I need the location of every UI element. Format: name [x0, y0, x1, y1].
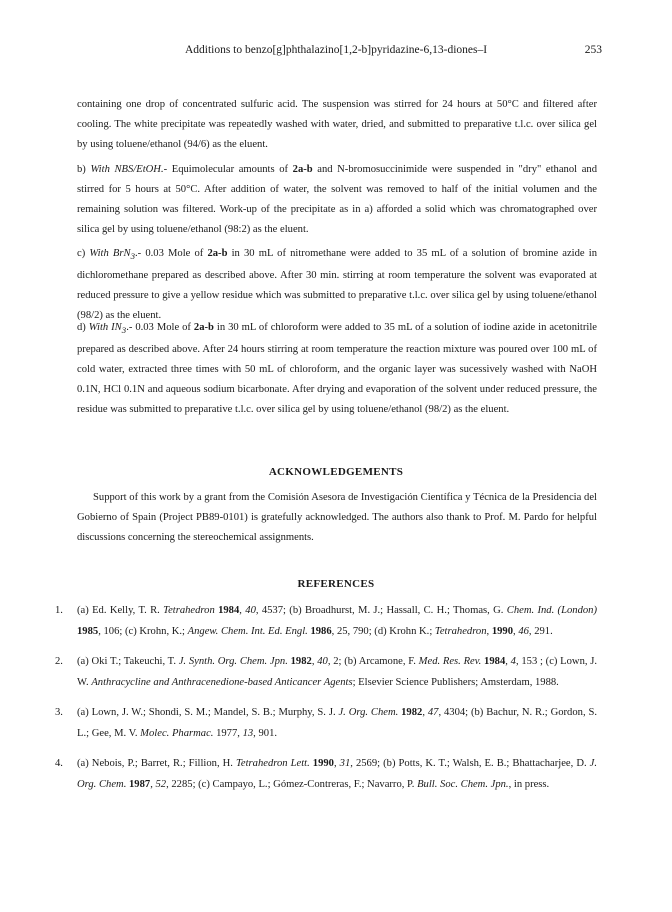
page-number: 253 — [584, 44, 602, 56]
year: 1982 — [398, 707, 423, 718]
volume: 4 — [510, 656, 516, 667]
acknowledgements-text: Support of this work by a grant from the Comisión Asesora de Investigación Científica y Técnica de la Presidencia del Gobierno of Spain (Project PB89-0101) is gratefully acknowledged. The authors also thank to Prof. M. Pardo for helpful discussions concerning the stereochemical assignments. — [77, 492, 597, 543]
reference-list — [55, 600, 597, 804]
paragraph-b-nbs — [77, 160, 597, 240]
journal-name: Molec. Pharmac. — [140, 728, 214, 739]
volume: 40 — [317, 656, 328, 667]
item-label: c) — [77, 248, 90, 259]
text-run: in 30 mL of chloroform were added to 35 mL of a solution of iodine azide in acetonitrile prepared as described above. After 24 hours stirring at room temperature the reaction mixture was poured over 100 mL of cold water, extracted three times with 50 mL of chloroform, and the organic layer was sucessively washed with NaOH 0.1N, HCl 0.1N and aqueous sodium bicarbonate. After drying and evaporation of the solvent under reduced pressure, the residue was submitted to preparative t.l.c. over silica gel by using toluene/ethanol (98/2) as the eluent. — [77, 322, 597, 416]
text-run: , — [505, 656, 511, 667]
text-run: , — [422, 707, 428, 718]
text-run: , — [513, 626, 519, 637]
subscript: 3 — [130, 251, 136, 262]
acknowledgements-heading: ACKNOWLEDGEMENTS — [268, 466, 404, 478]
journal-name: J. Org. Chem. — [338, 707, 399, 718]
volume: 46 — [518, 626, 529, 637]
journal-name: Bull. Soc. Chem. Jpn. — [417, 779, 509, 790]
reference-number: 1. — [55, 605, 63, 616]
text-run: .- 0.03 Mole of — [135, 248, 208, 259]
journal-name: Med. Res. Rev. — [418, 656, 482, 667]
text-run: , in press. — [508, 779, 550, 790]
reference-number: 3. — [55, 707, 63, 718]
text-run: (a) Oki T.; Takeuchi, T. — [77, 656, 179, 667]
reference-number: 4. — [55, 758, 63, 769]
text-run: .- 0.03 Mole of — [126, 322, 194, 333]
year: 1990 — [491, 626, 514, 637]
volume: 52 — [155, 779, 167, 790]
text-run: and N-bromosuccinimide were suspended in "dry" ethanol and stirred for 5 hours at 50°C. After addition of water, the solvent was removed to half of the initial volumen and the remaining solution was filtered. Work-up of the precipitate as in a) afforded a solid which was chromatographed over silica gel by using toluene/ethanol (98:2) as the eluent. — [77, 164, 597, 235]
text-run: , 153 ; (c) Lown, J. W. — [77, 656, 598, 688]
references-heading: REFERENCES — [297, 578, 375, 590]
subscript: 3 — [121, 325, 127, 336]
reference-item — [55, 651, 597, 693]
reference-number: 2. — [55, 656, 63, 667]
journal-name: Chem. Ind. (London) — [506, 605, 597, 616]
volume: 31 — [339, 758, 351, 769]
text-run: (a) Ed. Kelly, T. R. — [77, 605, 164, 616]
year: 1990 — [309, 758, 334, 769]
text-run: ; Elsevier Science Publishers; Amsterdam, 1988. — [352, 677, 559, 688]
reagent-label: With BrN — [89, 248, 131, 259]
year: 1984 — [481, 656, 506, 667]
volume: 47 — [427, 707, 439, 718]
text-run: , 106; (c) Krohn, K.; — [98, 626, 188, 637]
journal-name: Tetrahedron — [163, 605, 215, 616]
compound-ref: 2a-b — [207, 248, 228, 259]
journal-name: J. Synth. Org. Chem. Jpn. — [178, 656, 288, 667]
text-run: , — [486, 626, 492, 637]
journal-name: Angew. Chem. Int. Ed. Engl. — [187, 626, 308, 637]
text-run: , — [150, 779, 156, 790]
text-run: , 4304; (b) Bachur, N. R.; Gordon, S. L.; Gee, M. V. — [77, 707, 598, 739]
text-run: , 901. — [253, 728, 278, 739]
year: 1985 — [77, 626, 99, 637]
paragraph-d-in3 — [77, 318, 597, 420]
text-run: (a) Lown, J. W.; Shondi, S. M.; Mandel, S. B.; Murphy, S. J. — [77, 707, 339, 718]
reference-item — [55, 600, 597, 642]
year: 1984 — [214, 605, 240, 616]
running-header — [0, 44, 672, 60]
text-run: , 2; (b) Arcamone, F. — [327, 656, 419, 667]
text-run: 1977, — [213, 728, 243, 739]
text-run: , — [333, 758, 340, 769]
journal-name: Tetrahedron — [434, 626, 487, 637]
journal-name: Tetrahedron Lett. — [235, 758, 310, 769]
year: 1987 — [126, 779, 151, 790]
text-run: , 25, 790; (d) Krohn K.; — [331, 626, 435, 637]
text-run: , — [239, 605, 246, 616]
text-run: in 30 mL of nitromethane were added to 35 mL of a solution of bromine azide in dichloromethane prepared as described above. After 30 min. stirring at room temperature the solvent was evaporated at reduced pressure to give a yellow residue which was submitted to preparative t.l.c. over silica gel by using toluene/ethanol (98/2) as the eluent. — [77, 248, 597, 322]
reference-item — [55, 753, 597, 795]
text-run: , 291. — [528, 626, 553, 637]
compound-ref: 2a-b — [292, 164, 313, 175]
book-title: Anthracycline and Anthracenedione-based Anticancer Agents — [91, 677, 353, 688]
compound-ref: 2a-b — [193, 322, 214, 333]
volume: 40 — [245, 605, 256, 616]
year: 1982 — [287, 656, 312, 667]
text-run: (a) Nebois, P.; Barret, R.; Fillion, H. — [77, 758, 236, 769]
text-run: , 2569; (b) Potts, K. T.; Walsh, E. B.; Bhattacharjee, D. — [350, 758, 590, 769]
reference-item — [55, 702, 597, 744]
reagent-label: With NBS/EtOH. — [90, 164, 164, 175]
running-title: Additions to benzo[g]phthalazino[1,2-b]pyridazine-6,13-diones–I — [184, 44, 488, 56]
volume: 13 — [242, 728, 254, 739]
year: 1986 — [307, 626, 332, 637]
text-run: , 4537; (b) Broadhurst, M. J.; Hassall, C. H.; Thomas, G. — [255, 605, 507, 616]
item-label: b) — [77, 164, 91, 175]
text-run: - Equimolecular amounts of — [163, 164, 293, 175]
journal-name: J. Org. Chem. — [77, 758, 598, 790]
paragraph-c-brn3 — [77, 244, 597, 326]
text-run: , — [311, 656, 318, 667]
text-run: , 2285; (c) Campayo, L.; Gómez-Contreras, F.; Navarro, P. — [166, 779, 418, 790]
reagent-label: With IN — [88, 322, 122, 333]
paragraph-a-continued: containing one drop of concentrated sulfuric acid. The suspension was stirred for 24 hours at 50°C and filtered after cooling. The white precipitate was repeatedly washed with water, dried, and submitted to preparative t.l.c. over silica gel by using toluene/ethanol (94/6) as the eluent. — [77, 99, 597, 150]
item-label: d) — [77, 322, 89, 333]
